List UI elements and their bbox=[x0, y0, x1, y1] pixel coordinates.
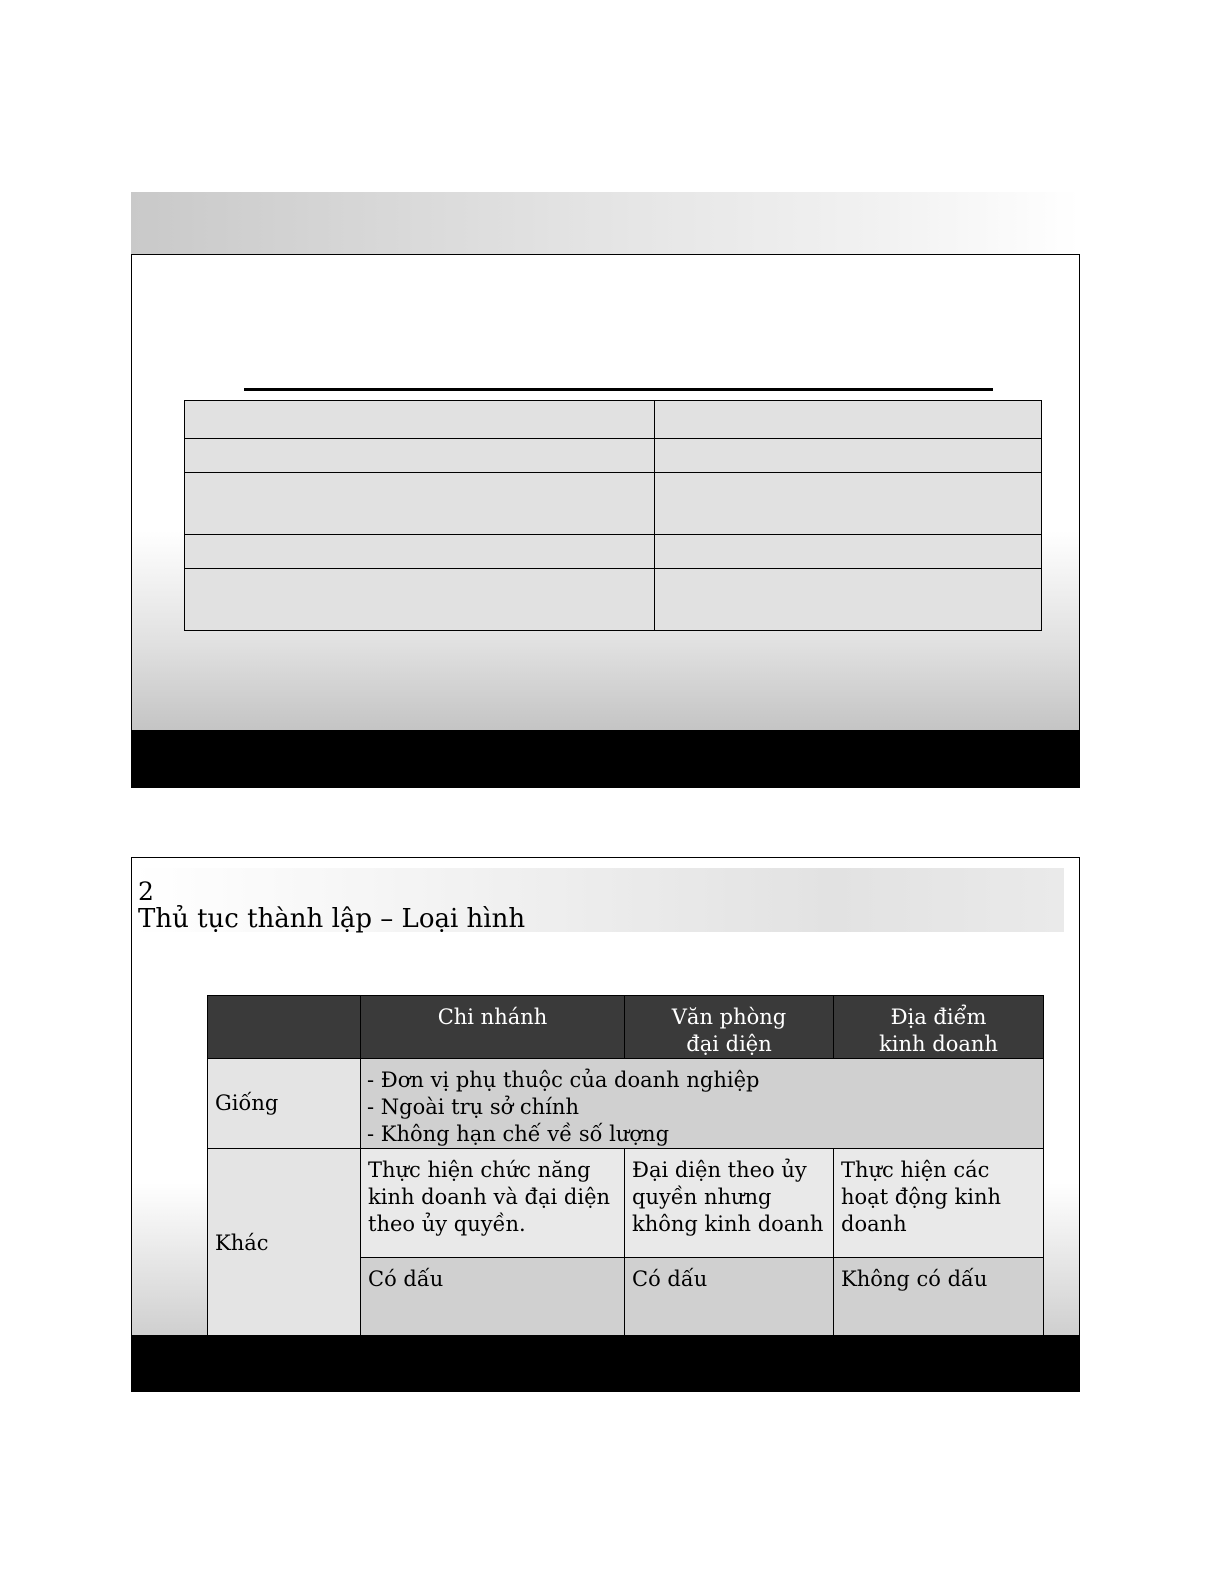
table-cell bbox=[185, 439, 655, 473]
table-row bbox=[185, 473, 1042, 535]
table-cell bbox=[185, 535, 655, 569]
row-label-giong: Giống bbox=[208, 1059, 361, 1149]
seal-dia-diem: Không có dấu bbox=[834, 1258, 1044, 1338]
header-cell-empty bbox=[208, 996, 361, 1059]
header-line: Văn phòng bbox=[671, 1005, 787, 1029]
similarity-item: - Đơn vị phụ thuộc của doanh nghiệp bbox=[367, 1068, 760, 1092]
table-row bbox=[185, 535, 1042, 569]
function-chi-nhanh: Thực hiện chức năng kinh doanh và đại diện theo ủy quyền. bbox=[361, 1149, 625, 1258]
table-cell bbox=[185, 401, 655, 439]
slide-number: 2 bbox=[138, 877, 154, 906]
function-dia-diem: Thực hiện các hoạt động kinh doanh bbox=[834, 1149, 1044, 1258]
table-cell bbox=[655, 535, 1042, 569]
table-cell bbox=[655, 473, 1042, 535]
slide1 bbox=[131, 254, 1080, 731]
table-row bbox=[185, 439, 1042, 473]
slide1-title-band bbox=[131, 192, 1080, 254]
slide-title: Thủ tục thành lập – Loại hình bbox=[138, 904, 526, 934]
slide2 bbox=[131, 857, 1080, 1336]
row-label-khac: Khác bbox=[208, 1149, 361, 1338]
header-chi-nhanh: Chi nhánh bbox=[361, 996, 625, 1059]
comparison-table bbox=[207, 995, 1044, 1338]
header-van-phong-dai-dien bbox=[625, 996, 834, 1059]
similarities-cell bbox=[361, 1059, 1044, 1149]
table-row-giong bbox=[208, 1059, 1044, 1149]
similarity-item: - Không hạn chế về số lượng bbox=[367, 1122, 670, 1146]
table-cell bbox=[655, 569, 1042, 631]
table-cell bbox=[655, 401, 1042, 439]
header-line: kinh doanh bbox=[879, 1032, 998, 1056]
table-cell bbox=[185, 569, 655, 631]
slide1-title-underline bbox=[244, 388, 993, 391]
slide1-footer-bar bbox=[131, 730, 1080, 788]
table-row bbox=[185, 401, 1042, 439]
slide2-footer-bar bbox=[131, 1335, 1080, 1392]
seal-van-phong: Có dấu bbox=[625, 1258, 834, 1338]
function-van-phong: Đại diện theo ủy quyền nhưng không kinh doanh bbox=[625, 1149, 834, 1258]
header-line: đại diện bbox=[686, 1032, 772, 1056]
header-dia-diem-kinh-doanh bbox=[834, 996, 1044, 1059]
table-header-row bbox=[208, 996, 1044, 1059]
table-cell bbox=[185, 473, 655, 535]
similarity-item: - Ngoài trụ sở chính bbox=[367, 1095, 579, 1119]
seal-chi-nhanh: Có dấu bbox=[361, 1258, 625, 1338]
slide1-table bbox=[184, 400, 1042, 631]
table-cell bbox=[655, 439, 1042, 473]
header-line: Địa điểm bbox=[890, 1005, 987, 1029]
table-row bbox=[185, 569, 1042, 631]
table-row-khac-function bbox=[208, 1149, 1044, 1258]
